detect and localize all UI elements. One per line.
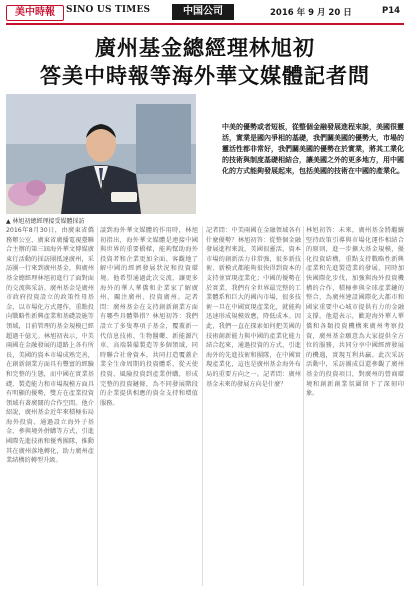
- masthead-logo-text: 美中時報: [15, 7, 55, 18]
- pull-quote: 中美的優勢或者短板，從整個金融發展進程來說，美國很靈活，實業是國內爭相的基礎，我們關美國的優勢大，市場的靈活性都非常好，我們關美國的優勢在於實業，將其工業化的技術與制度基礎相結合，讓美國之外的更多地方，用中國化的方式能夠發展起來，包括美國的技術在中國的產業化。: [222, 123, 404, 175]
- article-photo: [6, 94, 196, 214]
- interview-photo-illustration: [6, 94, 196, 214]
- publication-name: SINO US TIMES: [66, 5, 151, 15]
- page-header: [0, 0, 410, 24]
- page-number: P14: [382, 6, 401, 16]
- issue-date: 2016 年 9 月 20 日: [270, 8, 352, 18]
- masthead-logo: [6, 5, 64, 21]
- photo-caption: ▲ 林旭初總經理接受媒體採訪: [6, 218, 85, 225]
- column-divider: [303, 226, 304, 586]
- headline-line-1: 廣州基金總經理林旭初: [95, 35, 315, 60]
- header-divider: [6, 23, 404, 25]
- article-column-3: 記者問：中美兩國在金融領域各有什麼優勢？林旭初答：從整個金融發展進程來說，美國很靈活，資本市場的創新活力非常強，很多新技術、新模式都能夠很快得到資本的支持並實現產業化；中國的優勢在於實業，我們有全世界最完整的工業體系和巨大的國內市場，很多技術一旦在中國實現產業化，就能夠迅速形成規模效應，降低成本。因此，我們一直在探索如何把美國的技術創新能力與中國的產業化能力結合起來，通過投資的方式，引進海外的先進技術和團隊，在中國實現產業化，這也是廣州基金海外布局的重要方向之一。記者問：廣州基金未來的發展方向是什麼？: [206, 227, 301, 388]
- column-divider: [97, 226, 98, 586]
- article-column-2: 談到海外華文媒體的作用時，林旭初指出，海外華文媒體是連接中國與世界的重要橋樑，能夠幫助海外投資者和企業更加全面、客觀地了解中國的經濟發展狀況和投資環境。他希望通過此次交流，讓更多海外的華人華僑和企業家了解廣州、關注廣州、投資廣州。記者問：廣州基金在支持創新創業方面有哪些具體舉措？林旭初答：我們設立了多隻專項子基金，覆蓋新一代信息技術、生物醫藥、新能源汽車、高端裝備製造等多個領域，同時聯合社會資本，共同打造覆蓋企業全生命周期的投資體系，從天使投資、風險投資到產業併購，形成完整的投資鏈條，為不同發展階段的企業提供相應的資金支持和增值服務。: [100, 227, 198, 407]
- section-label: 中国公司: [172, 4, 234, 20]
- article-column-1: 2016年8月30日，由廣東省僑務辦公室、廣東省廣播電視臺聯合主辦的第三屆海外華文傳媒廣東行活動的採訪團抵達廣州，采訪團一行來到廣州基金，與廣州基金總經理林旭初進行了面對面的交流與采訪。廣州基金是廣州市政府投資設立的政策性母基金，以市場化方式運作，重點投向戰略性新興產業和基礎設施等領域，目前管理的基金規模已經超過千億元。林旭初表示，中美兩國在金融發展的道路上各有所長，美國的資本市場成熟完善，在創新創業方面具有豐富的經驗和完整的生態，而中國在實業基礎、製造能力和市場規模方面具有明顯的優勢，雙方在產業投資領域有著廣闊的合作空間。他介紹說，廣州基金近年來積極布局海外投資，通過設立海外子基金、參與境外併購等方式，引進國際先進技術和優秀團隊，推動其在廣州落地轉化，助力廣州產業結構的轉型升級。: [6, 227, 94, 465]
- headline-line-2: 答美中時報等海外華文媒體記者問: [40, 63, 370, 88]
- article-column-4: 林旭初答：未來，廣州基金將繼續堅持政策引導與市場化運作相結合的原則，進一步擴大基金規模，優化投資結構，重點支持戰略性新興產業和先進製造業的發展，同時加快國際化步伐，加強與海外投資機構的合作，積極參與全球產業鏈的整合，為廣州建設國際化大都市和國家重要中心城市提供有力的金融支撐。他還表示，歡迎海外華人華僑和各類投資機構來廣州考察投資，廣州基金願意為大家提供全方位的服務，共同分享中國經濟發展的機遇，實現互利共贏。此次采訪活動中，采訪團成員還參觀了廣州基金的投資項目，對廣州的營商環境和創新創業氛圍留下了深刻印象。: [306, 227, 404, 398]
- column-divider: [202, 226, 203, 586]
